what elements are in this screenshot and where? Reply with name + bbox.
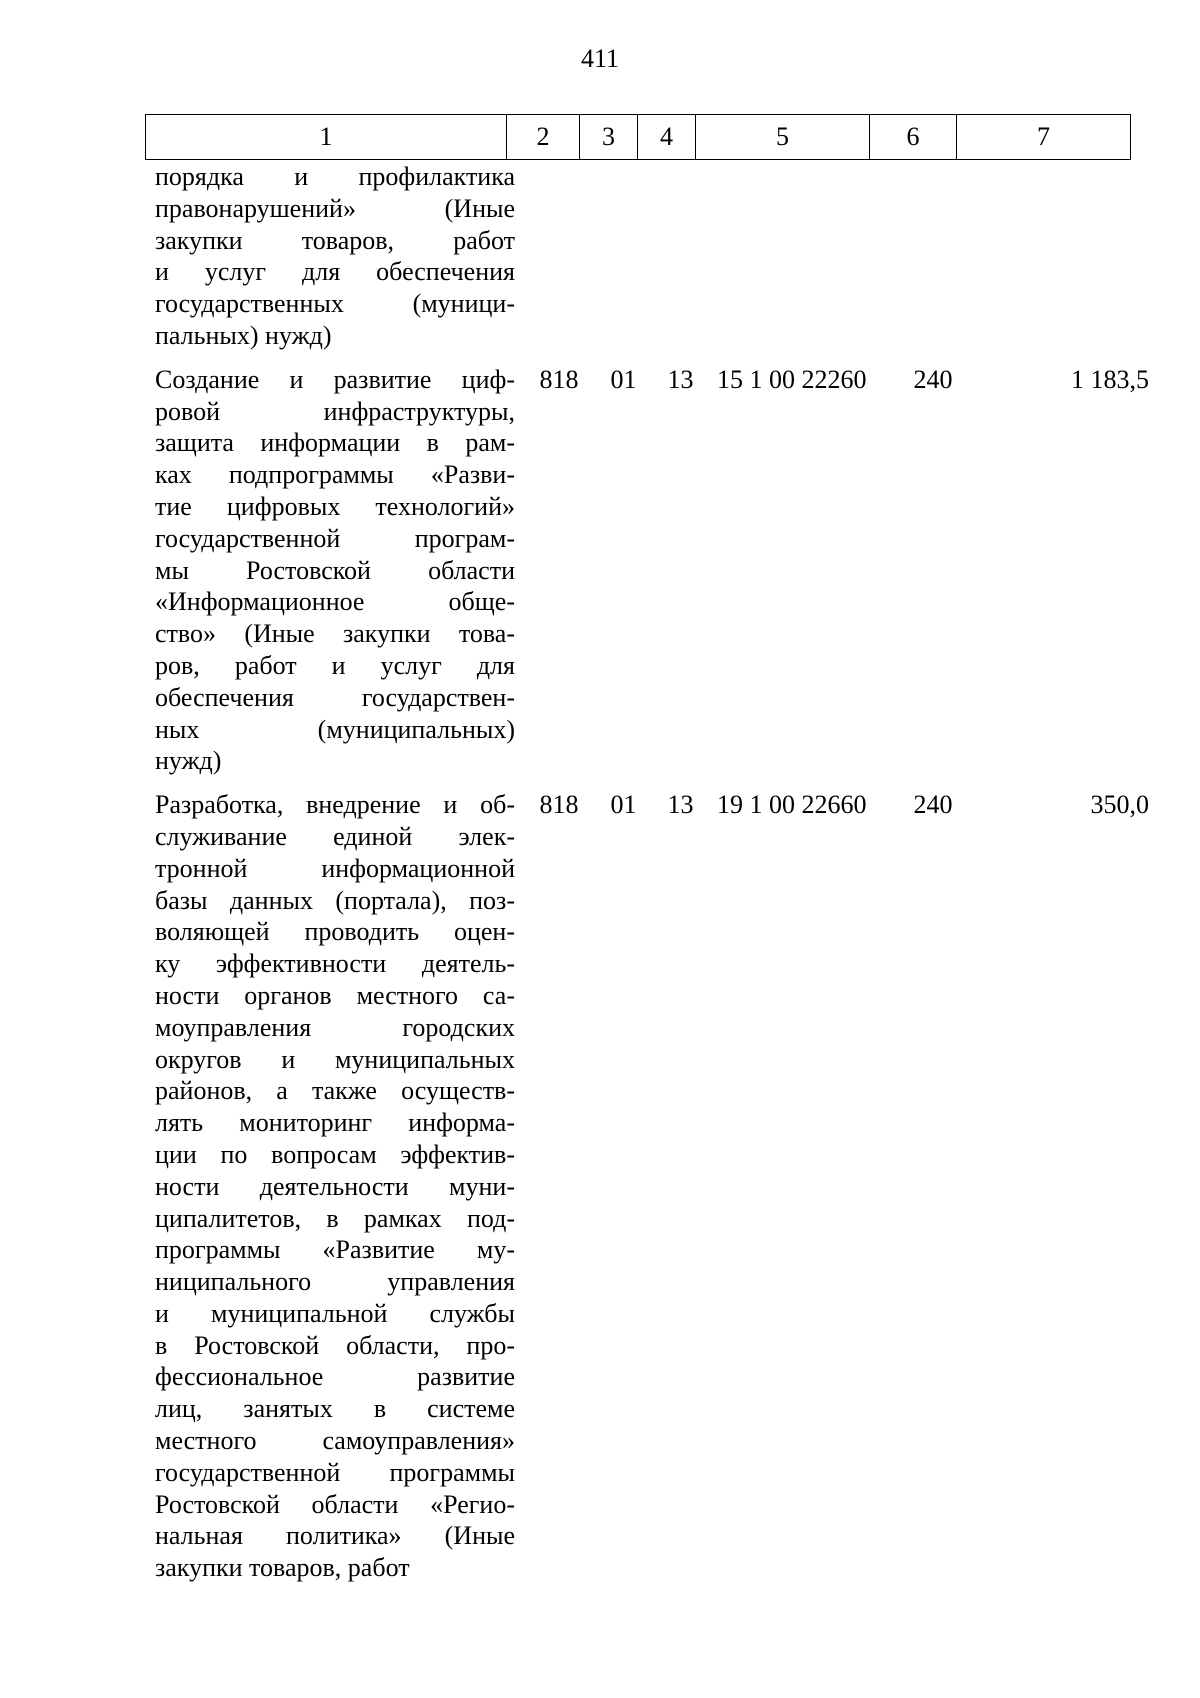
description-line: нужд) [155,746,222,776]
description-line: ципалитетов, в рамках под- [155,1203,515,1233]
header-col-5: 5 [696,115,870,160]
header-col-4: 4 [638,115,696,160]
page-number: 411 [580,44,620,73]
table-row [145,161,1159,364]
description-line: и муниципальной службы [155,1298,515,1328]
description-line: Создание и развитие циф- [155,364,515,394]
description-line: фессиональное развитие [155,1362,515,1392]
expense-type-code: 240 [913,790,953,820]
description-line: мы Ростовской области [155,555,515,585]
description-line: и услуг для обеспечения [155,257,515,287]
subsection-code: 13 [667,364,694,394]
description-line: ку эффективности деятель- [155,949,515,979]
description-line: закупки товаров, работ [155,1553,410,1583]
target-article-code [709,161,890,364]
ministry-code [523,161,595,364]
description-line: ности деятельности муни- [155,1171,515,1201]
description-line: ровой инфраструктуры, [155,396,515,426]
description-line: тие цифровых технологий» [155,491,515,521]
description-line: нальная политика» (Иные [155,1521,515,1551]
row-description [145,364,523,789]
description-line: округов и муниципальных [155,1044,515,1074]
ministry-code: 818 [539,364,579,394]
description-line: обеспечения государствен- [155,682,515,712]
description-line: ности органов местного са- [155,980,515,1010]
table-row [145,789,1159,1584]
table-header [145,114,1131,160]
description-line: «Информационное обще- [155,587,515,617]
target-article-code: 19 1 00 22660 [717,790,867,820]
header-col-1: 1 [146,115,507,160]
subsection-code [652,161,709,364]
description-line: ров, работ и услуг для [155,650,515,680]
description-line: государственной программы [155,1457,515,1487]
description-line: ках подпрограммы «Разви- [155,460,515,490]
description-line: ниципального управления [155,1267,515,1297]
target-article-code: 15 1 00 22260 [717,364,867,394]
description-line: ство» (Иные закупки това- [155,619,515,649]
budget-table-body [145,161,1159,1584]
description-line: закупки товаров, работ [155,225,515,255]
description-line: ции по вопросам эффектив- [155,1139,515,1169]
description-line: лиц, занятых в системе [155,1394,515,1424]
description-line: государственных (муници- [155,289,515,319]
subsection-code: 13 [667,790,694,820]
description-line: порядка и профилактика [155,162,515,191]
header-col-3: 3 [580,115,638,160]
ministry-code: 818 [539,790,579,820]
description-line: лять мониторинг информа- [155,1108,515,1138]
description-line: тронной информационной [155,853,515,883]
description-line: базы данных (портала), поз- [155,885,515,915]
section-code: 01 [610,364,637,394]
expense-type-code [890,161,976,364]
amount-value [976,161,1159,364]
description-line: моуправления городских [155,1012,515,1042]
row-description [145,161,523,364]
description-line: районов, а также осуществ- [155,1076,515,1106]
header-col-6: 6 [870,115,957,160]
description-line: правонарушений» (Иные [155,193,515,223]
description-line: Разработка, внедрение и об- [155,790,515,820]
row-description [145,789,523,1584]
description-line: ных (муниципальных) [155,714,515,744]
description-line: государственной програм- [155,523,515,553]
amount-value: 350,0 [1090,790,1149,820]
table-row [145,364,1159,789]
description-line: воляющей проводить оцен- [155,917,515,947]
header-col-2: 2 [507,115,580,160]
header-row [146,115,1131,160]
description-line: программы «Развитие му- [155,1235,515,1265]
description-line: пальных) нужд) [155,320,332,350]
description-line: защита информации в рам- [155,428,515,458]
description-line: Ростовской области «Регио- [155,1489,515,1519]
description-line: служивание единой элек- [155,821,515,851]
section-code [595,161,652,364]
expense-type-code: 240 [913,364,953,394]
section-code: 01 [610,790,637,820]
amount-value: 1 183,5 [1071,364,1149,394]
description-line: местного самоуправления» [155,1426,515,1456]
description-line: в Ростовской области, про- [155,1330,515,1360]
header-col-7: 7 [957,115,1131,160]
